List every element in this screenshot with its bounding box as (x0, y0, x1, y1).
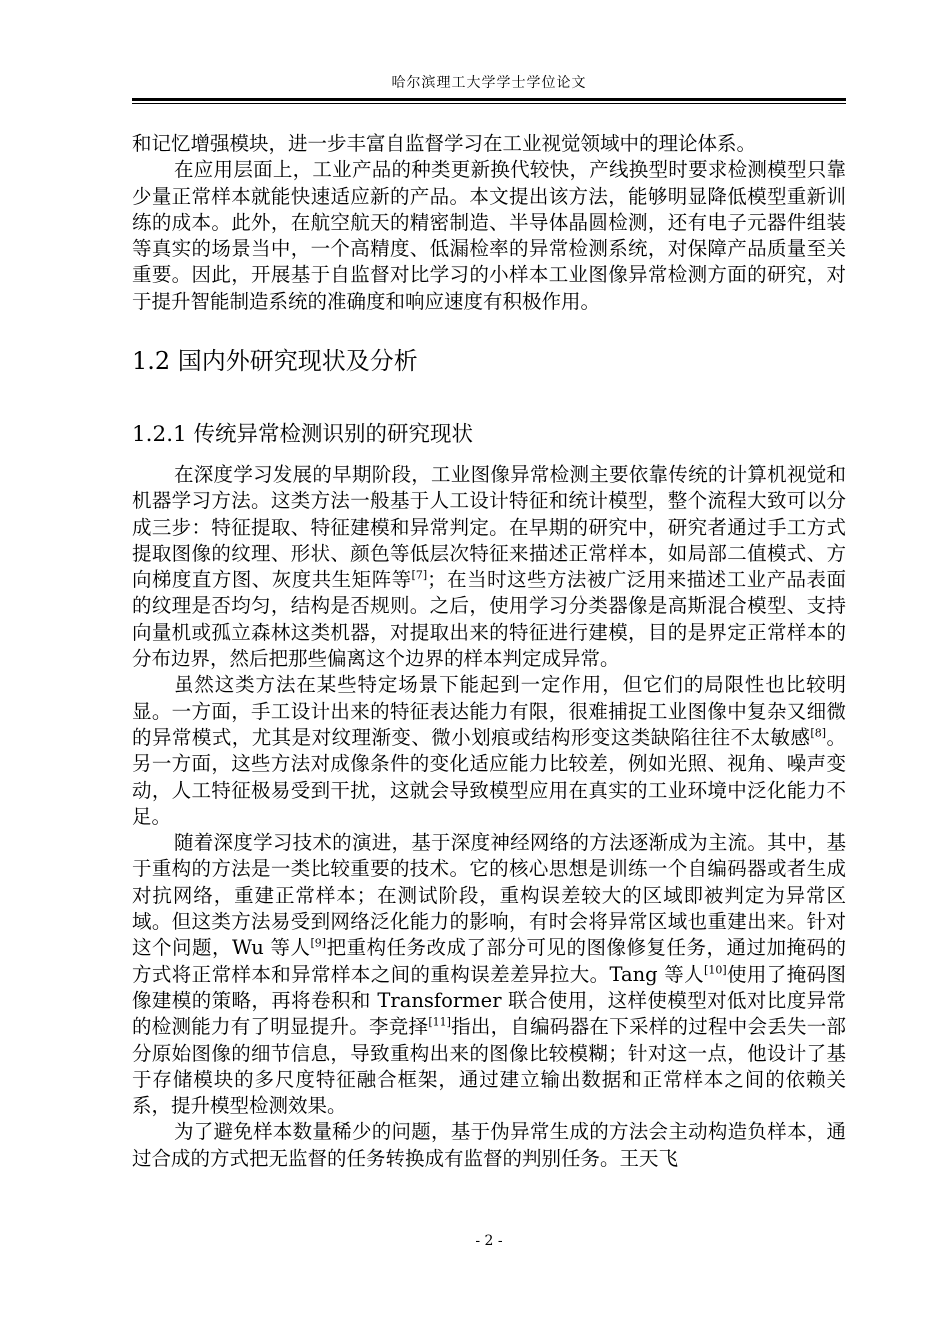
paragraph-text: 使用了掩码图像建模的策略，再将卷积和 Transformer 联合使用，这样使模型对低对比度异常的检测能力有了明显提升。李竞择 (132, 962, 846, 1039)
paragraph-text: 把重构任务改成了部分可见的图像修复任务，通过加掩码的方式将正常样本和异常样本之间的重构误差差异拉大。Tang 等人 (132, 936, 846, 986)
paragraph-continuation: 和记忆增强模块，进一步丰富自监督学习在工业视觉领域中的理论体系。 (132, 132, 757, 155)
paragraph-traditional-methods (132, 462, 846, 672)
section-heading: 1.2 国内外研究现状及分析 (132, 347, 418, 375)
subsection-heading: 1.2.1 传统异常检测识别的研究现状 (132, 422, 474, 447)
running-header: 哈尔滨理工大学学士学位论文 (391, 75, 587, 91)
paragraph-pseudo-anomaly: 为了避免样本数量稀少的问题，基于伪异常生成的方法会主动构造负样本，通过合成的方式把无监督的任务转换成有监督的判别任务。王天飞 (132, 1120, 846, 1170)
body-text (132, 131, 846, 315)
body-text-section (132, 462, 846, 1172)
paragraph-application: 在应用层面上，工业产品的种类更新换代较快，产线换型时要求检测模型只靠少量正常样本就能快速适应新的产品。本文提出该方法，能够明显降低模型重新训练的成本。此外，在航空航天的精密制造、半导体晶圆检测，还有电子元器件组装等真实的场景当中，一个高精度、低漏检率的异常检测系统，对保障产品质量至关重要。因此，开展基于自监督对比学习的小样本工业图像异常检测方面的研究，对于提升智能制造系统的准确度和响应速度有积极作用。 (132, 158, 846, 313)
citation-ref: [10] (704, 963, 727, 977)
header-rule-thin (132, 103, 846, 104)
paragraph-text: 随着深度学习技术的演进，基于深度神经网络的方法逐渐成为主流。其中，基于重构的方法是一类比较重要的技术。它的核心思想是训练一个自编码器或者生成对抗网络，重建正常样本；在测试阶段，重构误差较大的区域即被判定为异常区域。但这类方法易受到网络泛化能力的影响，有时会将异常区域也重建出来。针对这个问题，Wu 等人 (132, 831, 846, 960)
citation-ref: [8] (810, 726, 827, 740)
paragraph-text: 在深度学习发展的早期阶段，工业图像异常检测主要依靠传统的计算机视觉和机器学习方法。这类方法一般基于人工设计特征和统计模型，整个流程大致可以分成三步：特征提取、特征建模和异常判定。在早期的研究中，研究者通过手工方式提取图像的纹理、形状、颜色等低层次特征来描述正常样本，如局部二值模式、方向梯度直方图、灰度共生矩阵等 (132, 463, 846, 592)
paragraph-limitations (132, 672, 846, 830)
header-rule-thick (132, 98, 846, 101)
paragraph-text: ；在当时这些方法被广泛用来描述工业产品表面的纹理是否均匀，结构是否规则。之后，使用学习分类器像是高斯混合模型、支持向量机或孤立森林这类机器，对提取出来的特征进行建模，目的是界定正常样本的分布边界，然后把那些偏离这个边界的样本判定成异常。 (132, 568, 846, 671)
paragraph-text: 虽然这类方法在某些特定场景下能起到一定作用，但它们的局限性也比较明显。一方面，手工设计出来的特征表达能力有限，很难捕捉工业图像中复杂又细微的异常模式，尤其是对纹理渐变、微小划痕或结构形变这类缺陷往往不太敏感 (132, 673, 846, 749)
paragraph-text: 指出，自编码器在下采样的过程中会丢失一部分原始图像的细节信息，导致重构出来的图像比较模糊；针对这一点，他设计了基于存储模块的多尺度特征融合框架，通过建立输出数据和正常样本之间的依赖关系，提升模型检测效果。 (132, 1015, 846, 1118)
page-number: - 2 - (475, 1233, 503, 1249)
paragraph-text: 。另一方面，这些方法对成像条件的变化适应能力比较差，例如光照、视角、噪声变动，人工特征极易受到干扰，这就会导致模型应用在真实的工业环境中泛化能力不足。 (132, 725, 846, 828)
citation-ref: [9] (310, 936, 327, 950)
paragraph-deep-learning (132, 830, 846, 1119)
citation-ref: [11] (428, 1015, 451, 1029)
citation-ref: [7] (411, 568, 428, 582)
